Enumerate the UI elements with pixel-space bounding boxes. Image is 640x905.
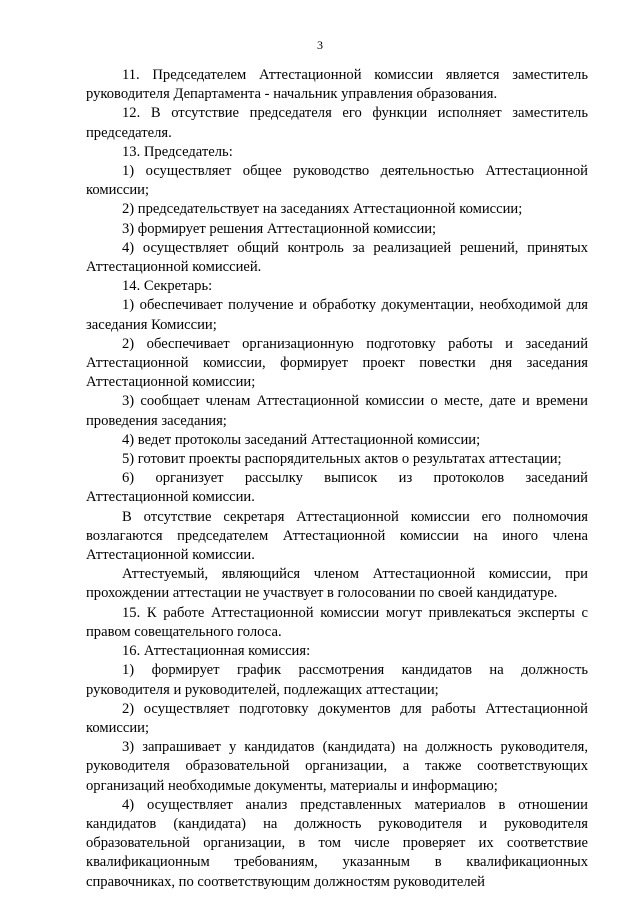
list-item: 3) формирует решения Аттестационной комиссии; xyxy=(122,220,437,237)
list-item: 5) готовит проекты распорядительных актов о результатах аттестации; xyxy=(122,451,562,468)
paragraph-16-heading: 16. Аттестационная комиссия: xyxy=(122,643,311,660)
list-item: 3) сообщает членам Аттестационной комиссии о месте, дате и времени проведения заседания; xyxy=(86,393,588,429)
list-item: 1) осуществляет общее руководство деятельностью Аттестационной комиссии; xyxy=(86,163,588,199)
document-body xyxy=(86,66,588,892)
paragraph-secretary-absence: В отсутствие секретаря Аттестационной комиссии его полномочия возлагаются председателем Аттестационной комиссии на иного члена Аттестационной комиссии. xyxy=(86,508,588,564)
paragraph-13-heading: 13. Председатель: xyxy=(122,143,233,160)
paragraph-12-deputy: 12. В отсутствие председателя его функции исполняет заместитель председателя. xyxy=(86,105,588,141)
paragraph-14-heading: 14. Секретарь: xyxy=(122,278,213,295)
list-item: 2) председательствует на заседаниях Аттестационной комиссии; xyxy=(122,201,523,218)
list-item: 2) осуществляет подготовку документов для работы Аттестационной комиссии; xyxy=(86,700,588,736)
page-number: 3 xyxy=(317,38,323,52)
paragraph-attested-member: Аттестуемый, являющийся членом Аттестационной комиссии, при прохождении аттестации не участвует в голосовании по своей кандидатуре. xyxy=(86,566,588,602)
list-item: 1) формирует график рассмотрения кандидатов на должность руководителя и руководителей, подлежащих аттестации; xyxy=(86,662,588,698)
list-item: 2) обеспечивает организационную подготовку работы и заседаний Аттестационной комиссии, формирует проект повестки дня заседания Аттестационной комиссии; xyxy=(86,335,588,391)
paragraph-15-experts: 15. К работе Аттестационной комиссии могут привлекаться эксперты с правом совещательного голоса. xyxy=(86,604,588,640)
list-item: 4) осуществляет анализ представленных материалов в отношении кандидатов (кандидата) на должность руководителя и руководителя образовательной организации, в том числе проверяет их соответствие квалификационным требованиям, указанным в квалификационных справочниках, по соответствующим должностям руководителей xyxy=(86,796,588,890)
list-item: 4) ведет протоколы заседаний Аттестационной комиссии; xyxy=(122,431,481,448)
paragraph-11-chairman: 11. Председателем Аттестационной комиссии является заместитель руководителя Департамента - начальник управления образования. xyxy=(86,67,588,103)
list-item: 1) обеспечивает получение и обработку документации, необходимой для заседания Комиссии; xyxy=(86,297,588,333)
list-item: 4) осуществляет общий контроль за реализацией решений, принятых Аттестационной комиссией. xyxy=(86,239,588,276)
list-item: 3) запрашивает у кандидатов (кандидата) на должность руководителя, руководителя образовательной организации, а также соответствующих организаций необходимые документы, материалы и информацию; xyxy=(86,739,588,794)
list-item: 6) организует рассылку выписок из протоколов заседаний Аттестационной комиссии. xyxy=(86,470,588,506)
